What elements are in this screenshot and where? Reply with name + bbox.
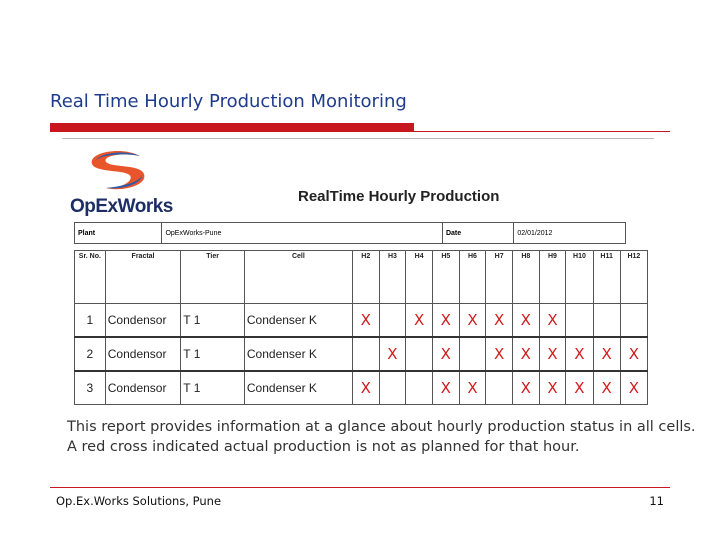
- date-value: 02/01/2012: [514, 223, 626, 244]
- red-cross-mark: X: [539, 371, 566, 405]
- body-text: This report provides information at a glance about hourly production status in all cells. A red cross indicated actual production is not as planned for that hour.: [67, 419, 696, 455]
- red-cross-mark: X: [459, 371, 486, 405]
- red-cross-mark: X: [566, 337, 593, 371]
- page-number: 11: [649, 494, 664, 508]
- column-header: H4: [406, 251, 433, 304]
- red-cross-mark: X: [352, 371, 379, 405]
- logo-text: OpExWorks: [70, 196, 173, 217]
- red-cross-mark: X: [379, 337, 406, 371]
- red-cross-mark: X: [352, 304, 379, 338]
- plant-label: Plant: [75, 223, 162, 244]
- red-cross-mark: X: [486, 304, 513, 338]
- red-cross-mark: X: [593, 371, 620, 405]
- divider: [62, 138, 654, 139]
- empty-hour-cell: [566, 304, 593, 338]
- slide-title: Real Time Hourly Production Monitoring: [50, 91, 407, 112]
- column-header: H7: [486, 251, 513, 304]
- cell-fractal: Condensor: [105, 371, 181, 405]
- cell-tier: T 1: [181, 304, 245, 338]
- empty-hour-cell: [406, 337, 433, 371]
- cell-fractal: Condensor: [105, 304, 181, 338]
- column-header: Tier: [181, 251, 245, 304]
- footer-rule: [50, 487, 670, 488]
- column-header: H9: [539, 251, 566, 304]
- table-row: [75, 337, 648, 371]
- column-header: H12: [620, 251, 647, 304]
- cell-tier: T 1: [181, 337, 245, 371]
- empty-hour-cell: [379, 371, 406, 405]
- red-cross-mark: X: [539, 337, 566, 371]
- report-title: RealTime Hourly Production: [298, 188, 500, 205]
- grid-header: [75, 251, 648, 304]
- red-cross-mark: X: [432, 337, 459, 371]
- red-cross-mark: X: [512, 371, 539, 405]
- empty-hour-cell: [406, 371, 433, 405]
- cell-cell: Condenser K: [244, 304, 352, 338]
- red-cross-mark: X: [539, 304, 566, 338]
- column-header: Cell: [244, 251, 352, 304]
- grid-body: [75, 304, 648, 405]
- red-cross-mark: X: [512, 304, 539, 338]
- column-header: H5: [432, 251, 459, 304]
- red-cross-mark: X: [593, 337, 620, 371]
- title-accent-bar: [50, 123, 414, 132]
- column-header: Sr. No.: [75, 251, 106, 304]
- red-cross-mark: X: [432, 371, 459, 405]
- cell-fractal: Condensor: [105, 337, 181, 371]
- red-cross-mark: X: [566, 371, 593, 405]
- column-header: H11: [593, 251, 620, 304]
- production-grid: [74, 250, 648, 405]
- column-header: H6: [459, 251, 486, 304]
- cell-cell: Condenser K: [244, 337, 352, 371]
- table-row: [75, 304, 648, 338]
- opexworks-logo: [68, 148, 188, 218]
- cell-tier: T 1: [181, 371, 245, 405]
- footer-company: Op.Ex.Works Solutions, Pune: [56, 494, 222, 508]
- table-row: [75, 371, 648, 405]
- red-cross-mark: X: [620, 337, 647, 371]
- red-cross-mark: X: [512, 337, 539, 371]
- empty-hour-cell: [459, 337, 486, 371]
- cell-sr: 3: [75, 371, 106, 405]
- empty-hour-cell: [352, 337, 379, 371]
- cell-sr: 1: [75, 304, 106, 338]
- column-header: Fractal: [105, 251, 181, 304]
- logo-swirl-icon: [82, 148, 162, 194]
- empty-hour-cell: [620, 304, 647, 338]
- column-header: H2: [352, 251, 379, 304]
- date-label: Date: [442, 223, 513, 244]
- column-header: H8: [512, 251, 539, 304]
- empty-hour-cell: [379, 304, 406, 338]
- red-cross-mark: X: [459, 304, 486, 338]
- title-accent-line: [414, 131, 670, 132]
- red-cross-mark: X: [486, 337, 513, 371]
- cell-sr: 2: [75, 337, 106, 371]
- plant-value: OpExWorks-Pune: [162, 223, 443, 244]
- info-table: [74, 222, 626, 244]
- column-header: H10: [566, 251, 593, 304]
- red-cross-mark: X: [406, 304, 433, 338]
- column-header: H3: [379, 251, 406, 304]
- empty-hour-cell: [486, 371, 513, 405]
- red-cross-mark: X: [432, 304, 459, 338]
- cell-cell: Condenser K: [244, 371, 352, 405]
- red-cross-mark: X: [620, 371, 647, 405]
- empty-hour-cell: [593, 304, 620, 338]
- report-image: [60, 140, 660, 406]
